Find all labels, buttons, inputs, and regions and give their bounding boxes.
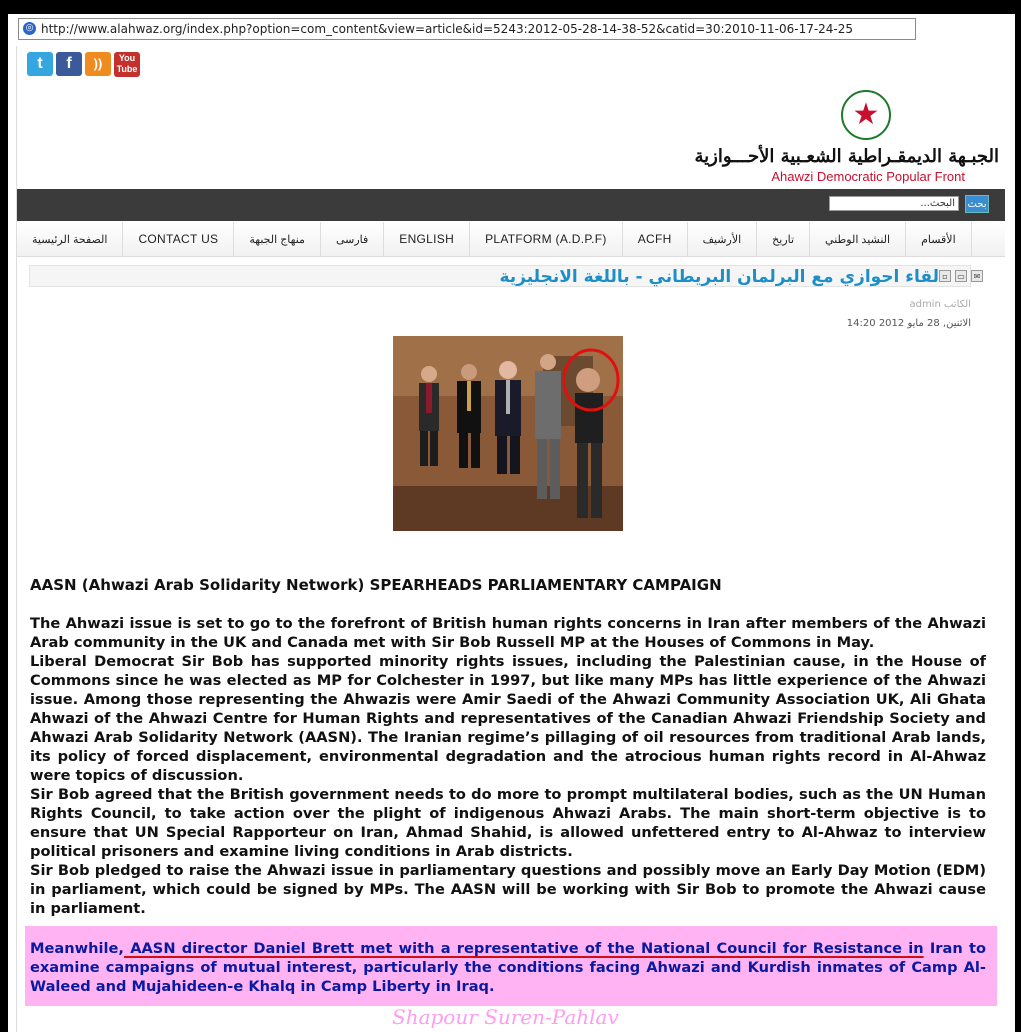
article-body bbox=[30, 614, 986, 918]
nav-item-english[interactable]: ENGLISH bbox=[384, 222, 470, 256]
web-page bbox=[16, 46, 1005, 1032]
address-bar[interactable] bbox=[18, 18, 916, 40]
article-photo bbox=[393, 336, 623, 531]
print-icon[interactable]: ▭ bbox=[955, 270, 967, 282]
highlighted-paragraph bbox=[30, 939, 986, 996]
highlight-rest: Iran to examine campaigns of mutual interest, particularly the conditions facing Ahwazi and Kurdish inmates of Camp Al-Waleed and Mujahideen-e Khalq in Camp Liberty in Iraq. bbox=[30, 940, 986, 995]
top-bar bbox=[17, 189, 1005, 221]
star-icon: ★ bbox=[852, 97, 880, 132]
twitter-icon[interactable]: t bbox=[27, 52, 53, 76]
globe-icon: ◎ bbox=[23, 22, 36, 35]
article-title[interactable]: لقاء احوازي مع البرلمان البريطاني - باللغة الانجليزية bbox=[499, 267, 939, 287]
watermark: Shapour Suren-Pahlav bbox=[392, 1005, 619, 1029]
nav-item-history[interactable]: تاريخ bbox=[757, 222, 810, 256]
youtube-icon[interactable]: You Tube bbox=[114, 52, 140, 77]
url-text: http://www.alahwaz.org/index.php?option=com_content&view=article&id=5243:2012-05-28-14-38-52&catid=30:2010-11-06-17-24-25 bbox=[41, 22, 854, 36]
nav-item-archive[interactable]: الأرشيف bbox=[688, 222, 758, 256]
search-input[interactable]: البحث... bbox=[829, 196, 959, 211]
facebook-icon[interactable]: f bbox=[56, 52, 82, 76]
nav-item-acfh[interactable]: ACFH bbox=[623, 222, 688, 256]
nav-item-front-program[interactable]: منهاج الجبهة bbox=[234, 222, 321, 256]
nav-item-farsi[interactable]: فارسی bbox=[321, 222, 384, 256]
highlight-lead: Meanwhile, bbox=[30, 940, 124, 957]
nav-item-sections[interactable]: الأقسام bbox=[906, 222, 972, 256]
site-title-arabic: الجبـهة الديمقـراطية الشعـبية الأحـــوازية bbox=[694, 146, 999, 167]
search-button[interactable]: بحث bbox=[965, 195, 989, 213]
nav-item-anthem[interactable]: النشيد الوطني bbox=[810, 222, 906, 256]
social-icons bbox=[27, 52, 140, 77]
article-headline: AASN (Ahwazi Arab Solidarity Network) SPEARHEADS PARLIAMENTARY CAMPAIGN bbox=[30, 576, 722, 594]
paragraph-1: The Ahwazi issue is set to go to the forefront of British human rights concerns in Iran after members of the Ahwazi Arab community in the UK and Canada met with Sir Bob Russell MP at the Houses of Commons in May. bbox=[30, 615, 986, 651]
paragraph-3: Sir Bob agreed that the British government needs to do more to prompt multilateral bodies, such as the UN Human Rights Council, to take action over the plight of indigenous Ahwazi Arabs. The main short-term objective is to ensure that UN Special Rapporteur on Iran, Ahmad Shahid, is allowed unfettered entry to Al-Ahwaz to interview political prisoners and examine living conditions in Arab districts. bbox=[30, 786, 986, 860]
pdf-icon[interactable]: ▫ bbox=[939, 270, 951, 282]
article-tools bbox=[939, 270, 983, 282]
nav-item-home[interactable]: الصفحة الرئيسية bbox=[17, 222, 123, 256]
email-icon[interactable]: ✉ bbox=[971, 270, 983, 282]
paragraph-4: Sir Bob pledged to raise the Ahwazi issue in parliamentary questions and possibly move an Early Day Motion (EDM) in parliament, which could be signed by MPs. The AASN will be working with Sir Bob to promote the Ahwazi cause in parliament. bbox=[30, 862, 986, 917]
main-nav bbox=[17, 222, 1005, 257]
paragraph-2: Liberal Democrat Sir Bob has supported minority rights issues, including the Palestinian cause, in the House of Commons since he was elected as MP for Colchester in 1997, but like many MPs has little experience of the Ahwazi issue. Among those representing the Ahwazis were Amir Saedi of the Ahwazi Community Association UK, Ali Ghata Ahwazi of the Ahwazi Centre for Human Rights and representatives of the Canadian Ahwazi Friendship Society and Ahwazi Arab Solidarity Network (AASN). The Iranian regime’s pillaging of oil resources from traditional Arab lands, its policy of forced displacement, environmental degradation and the atrocious human rights record in Al-Ahwaz were topics of discussion. bbox=[30, 653, 986, 784]
nav-item-platform[interactable]: PLATFORM (A.D.P.F) bbox=[470, 222, 623, 256]
article-author: الكاتب admin bbox=[909, 299, 971, 310]
browser-window bbox=[8, 14, 1015, 1032]
article-date: الاثنين, 28 مايو 2012 14:20 bbox=[846, 318, 971, 329]
site-title-english: Ahawzi Democratic Popular Front bbox=[771, 169, 965, 184]
highlight-underlined: AASN director Daniel Brett met with a representative of the National Council for Resistance in bbox=[123, 940, 924, 957]
front-logo-emblem[interactable] bbox=[841, 90, 891, 140]
rss-icon[interactable]: )) bbox=[85, 52, 111, 76]
nav-item-contact-us[interactable]: CONTACT US bbox=[123, 222, 234, 256]
